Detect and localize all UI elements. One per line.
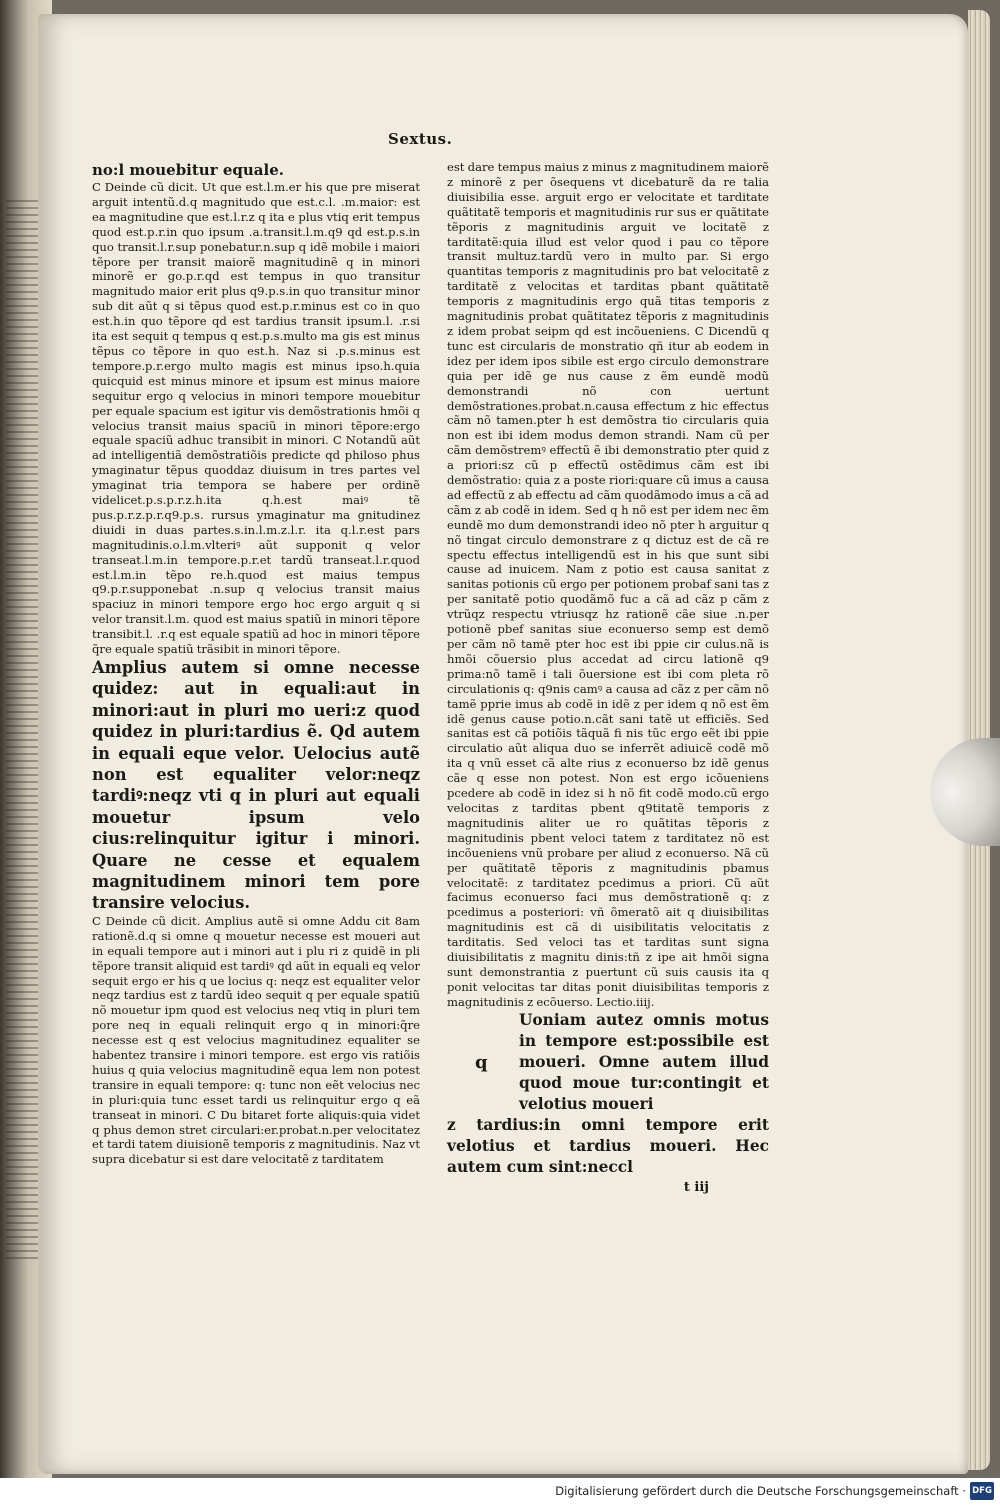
right-commentary: est dare tempus maius z minus z magnitudinem maiorẽ z minorẽ z per õsequens vt dicebaturẽ da re talia diuisibilia esse. arguit ergo er velocitate et tarditate quãtitatẽ temporis et magnitudinis rur sus er quãtitate tẽporis z magnitudinis arguit ve locitatẽ z tarditatẽ:quia illud est velor quod i pau co tẽpore transit multuz.tardũ vero in multo par. Si ergo quantitas temporis z magnitudinis pro bat velocitatẽ z tarditatẽ z velocitas et tarditas pbant quãtitatẽ temporis z magnitudinis ergo quã titas temporis z magnitudinis probat quãtitatez tẽporis z magnitudinis z idem probat seipm qd est incõueniens. C Dicendũ q tunc est circularis de monstratio qñ itur ab eodem in idez per idem ipos sibile est ergo circulo demonstrare quia per idẽ ge nus cause z ẽm eundẽ modũ demonstrandi nõ con uertunt demõstrationes.probat.n.causa effectum z hic effectus cãm nõ tamen.pter h est demõstra tio circularis quia non est ibi idem modus demon strandi. Nam cũ per cãm demõstremꝰ effectũ ẽ ibi demonstratio pter quid z a priori:sz cũ p effectũ ostẽdimus cãm est ibi demõstratio: quia z a poste riori:quare cũ imus a causa ad effectũ z ab effectu ad cãm quodãmodo imus a cã ad cãm z ab codẽ in idem. Sed q h nõ est per idem nec ẽm eundẽ mo dum demonstrandi ideo nõ pter h arguitur q nõ tingat circulo demonstrare z q dictuz est de cã re spectu effectus intelligendũ est in his que sunt sibi cause ad inuicem. Nam z potio est causa sanitat z sanitas potionis cũ ergo per potionem probaf sani tas z per sanitatẽ potio quodãmõ fuc a cã ad cãz p cãm z vtrũqz respectu vtriusqz hz rationẽ cãe siue .n.per potionẽ pbef sanitas siue econuerso semp est demõ per cãm nõ tamẽ pter hoc est ibi ppie cir culus.nã is hmõi cõuersio plus accedat ad circu lationẽ q9 prima:nõ tamẽ i tali õuersione est ibi com pleta rõ circulationis q: q9nis camꝰ a causa ad cãz z per cãm nõ tamẽ pprie imus ab codẽ in idẽ z per idem q nõ est ẽm idẽ genus cause potio.n.cãt sani tatẽ ut efficiẽs. Sed sanitas est cã potiõis tãquã fi nis tũc ergo eẽt ibi ppie circulatio aũt aliqua duo se inferrẽt adiuicẽ codẽ mõ ita q vnũ esset cã alte rius z econuerso bz idẽ genus cãe q esse non potest. Non est ergo icõueniens pcedere ab codẽ in idez si h nõ fit codẽ modo.cũ ergo velocitas z tarditas pbent q9titatẽ temporis z magnitudinis aliter ue ro quãtitas tẽporis z magnitudinis pbent veloci tatem z tarditatez nõ est incõueniens vnũ probare per aliud z econuerso. Nã cũ per quãtitatẽ tẽporis z magnitudinis pbamus velocitatẽ: z tarditatez pcedimus a priori. Cũ aũt facimus econuerso faci mus demõstrationẽ q: z pcedimus a posteriori: vñ õmeratõ ait q diuisibilitas magnitudinis est cã di uisibilitatis velocitatis z tarditatis. Sed veloci tas et tarditas sunt signa diuisibilitatis z magnitu dinis:tñ z ipe ait hmõi signa sunt demonstrantia z puertunt cũ suis causis ita q ponit velocitas tar ditas ponit diuisibilitas temporis z magnitudinis z ecõuerso. Lectio.iiij. xyxy=(447,160,769,1009)
right-main-text: z tardius:in omni tempore erit velotius et tardius moueri. Hec autem cum sint:neccl xyxy=(447,1115,769,1176)
footer-bar xyxy=(0,1478,1000,1506)
left-commentary-1: C Deinde cũ dicit. Ut que est.l.m.er his que pre miserat arguit intentũ.d.q magnitudo que est.c.l. .m.maior: est ea magnitudine que est.l.r.z q ita e plus vtiq erit tempus quod est.p.r.in quo ipsum .a.transit.l.m.q9 qd est.p.s.in quo transit.l.r.sup ponebatur.n.sup q idẽ mobile i maiori tẽpore per transit maiorẽ magnitudinẽ q in minori minorẽ er go.p.r.qd est tempus in quo transitur magnitudo maior erit plus q9.p.s.in quo transitur minor sub dit aũt q si tẽpus quod est.p.r.minus est co in quo est.h.in quo tẽpore qd est tardius transit ipsum.l. .r.si ita est sequit q tempus q est.p.s.multo ma gis est minus tẽpus co tẽpore in quo est.h. Naz si .p.s.minus est tempore.p.r.ergo multo magis est minus ipso.h.quia quicquid est minus minore et ipsum est minus maiore sequitur ergo q velocius in minori tempore mouebitur per equale spacium est igitur vis demõstrationis hmõi q velocius transit maius spaciũ in minori tẽpore:ergo equale spaciũ adhuc transibit in minori. C Notandũ aũt ad intelligentiã demõstratiõis predicte qd philoso phus ymaginatur tẽpus quoddaz diuisum in tres partes vel ymaginat tria tempora se habere per ordinẽ videlicet.p.s.p.r.z.h.ita q.h.est maiꝰ tẽ pus.p.r.z.p.r.q9.p.s. rursus ymaginatur ma gnitudinez diuidi in duas partes.s.in.l.m.z.l.r. ita q.l.r.est pars magnitudinis.o.l.m.vlteriꝰ aũt supponit q velor transeat.l.m.in tempore.p.r.et tardũ transeat.l.r.quod est.l.m.in tẽpo re.h.quod est maius tempus q9.p.r.supponebat .n.sup q velocius transit maius spaciuz in minori tempore ergo hoc ergo arguit q si velor transit.l.m. quod est maius spatiũ in minori tẽpore transibit.l. .r.q est equale spatiũ ad hoc in minori tẽpore q̃re equale spatiũ trãsibit in minori tẽpore. xyxy=(92,180,420,657)
right-main-text-indented: Uoniam autez omnis motus in tempore est:possibile est moueri. Omne autem illud quod moue tur:contingit et velotius moueri xyxy=(519,1010,769,1113)
running-head: Sextus. xyxy=(388,130,453,148)
signature-mark: t iij xyxy=(683,1179,709,1195)
left-column xyxy=(92,160,420,1167)
right-column xyxy=(447,160,769,1195)
initial-letter: q xyxy=(475,1051,488,1073)
dfg-logo: DFG xyxy=(970,1482,994,1500)
left-main-text: Amplius autem si omne necesse quidez: aut in equali:aut in minori:aut in pluri mo ueri:z quod quidez in pluri:tardius ẽ. Qd autem in equali eque velor. Uelocius autẽ non est equaliter velor:neqz tardiꝰ:neqz vti q in pluri aut equali mouetur ipsum velo cius:relinquitur igitur i minori. Quare ne cesse et equalem magnitudinem minori tem pore transire velocius. xyxy=(92,658,420,913)
lectio-start xyxy=(447,1010,769,1115)
funding-credit: Digitalisierung gefördert durch die Deutsche Forschungsgemeinschaft · xyxy=(555,1484,966,1498)
left-first-line: no:l mouebitur equale. xyxy=(92,161,284,179)
left-commentary-2: C Deinde cũ dicit. Amplius autẽ si omne Addu cit 8am rationẽ.d.q si omne q mouetur necesse est moueri aut in equali tempore aut i minori aut i plu ri z quidẽ in pli tẽpore transit aliquid est tardiꝰ qd aũt in equali eq velor sequit ergo er his q ue locius q: neqz est equaliter velor neqz tardius est z tardũ ideo sequit q per equale spatiũ nõ mouetur ipm quod est velocius neq vtiq in pluri tem pore neq in equali relinquit ergo q in minori:q̃re necesse est q est velocius magnitudinez equaliter se habentez transire i minori tempore. est ergo vis ratiõis huius q quia velocius magnitudinẽ equa lem non potest transire in equali tempore: q: tunc non eẽt velocius nec in pluri:quia tunc esset tardi us relinquitur ergo q eã transeat in minori. C Du bitaret forte aliquis:quia videt q phus demon stret circulari:er.probat.n.per velocitatez et tardi tatem diuisionẽ temporis z magnitudinis. Naz vt supra dicebatur si est dare velocitatẽ z tarditatem xyxy=(92,913,420,1167)
